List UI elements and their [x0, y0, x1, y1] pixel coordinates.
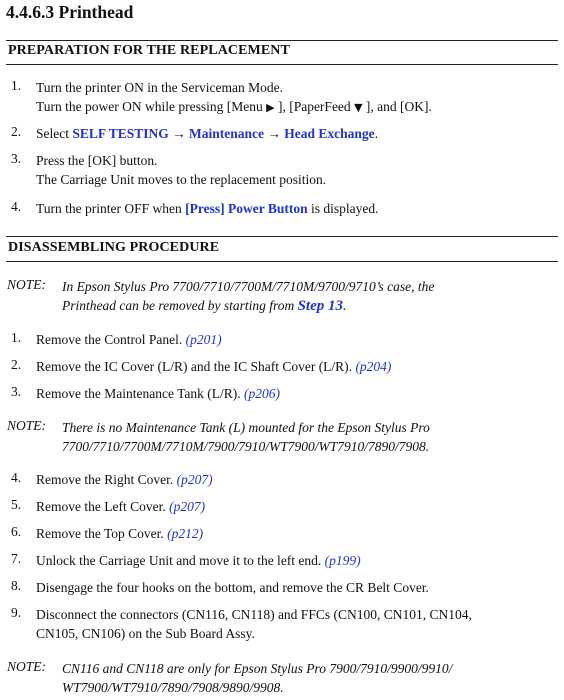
- step-text: Remove the Control Panel. (p201): [36, 332, 222, 347]
- step-number: 4.: [11, 199, 22, 214]
- step-text: Remove the Left Cover. (p207): [36, 499, 206, 514]
- note-text: CN116 and CN118 are only for Epson Stylus Pro 7900/7910/9900/9910/ WT7900/WT7910/7890/7908/9890/9908.: [62, 661, 453, 695]
- step-text: Remove the IC Cover (L/R) and the IC Shaft Cover (L/R). (p204): [36, 359, 392, 374]
- page-ref-link[interactable]: (p207): [169, 499, 206, 514]
- step-text: Remove the Top Cover. (p212): [36, 526, 204, 541]
- page-ref-link[interactable]: (p207): [176, 472, 213, 487]
- step-number: 1.: [11, 330, 22, 345]
- step-text: Press the [OK] button. The Carriage Unit moves to the replacement position.: [36, 153, 327, 187]
- step-text: Turn the printer OFF when [Press] Power Button is displayed.: [36, 201, 379, 216]
- step-number: 1.: [11, 78, 22, 93]
- page-title: 4.4.6.3 Printhead: [6, 2, 134, 22]
- step-number: 9.: [11, 605, 22, 620]
- menu-keyword: Head Exchange: [284, 126, 375, 141]
- page-ref-link[interactable]: (p199): [324, 553, 361, 568]
- page-ref-link[interactable]: (p212): [167, 526, 204, 541]
- triangle-down-icon: ▼: [354, 101, 363, 114]
- note-text: In Epson Stylus Pro 7700/7710/7700M/7710M/9700/9710’s case, the Printhead can be removed by starting from Step 13.: [62, 279, 435, 314]
- page-ref-link[interactable]: (p206): [244, 386, 280, 401]
- triangle-right-icon: ▶: [266, 101, 275, 114]
- page-ref-link[interactable]: (p201): [185, 332, 222, 347]
- step-text: Disengage the four hooks on the bottom, and remove the CR Belt Cover.: [36, 580, 429, 595]
- step-text: Disconnect the connectors (CN116, CN118) and FFCs (CN100, CN101, CN104, CN105, CN106) on the Sub Board Assy.: [36, 607, 472, 641]
- display-message: [Press] Power Button: [185, 201, 308, 216]
- section-divider: [6, 261, 558, 262]
- note-text: There is no Maintenance Tank (L) mounted for the Epson Stylus Pro 7700/7710/7700M/7710M/7900/7910/WT7900/WT7910/7890/7908.: [62, 420, 430, 454]
- step-number: 2.: [11, 124, 22, 139]
- note-label: NOTE:: [7, 277, 47, 292]
- arrow-right-icon: →: [168, 126, 190, 141]
- note-label: NOTE:: [7, 418, 47, 433]
- step-link[interactable]: Step 13: [297, 298, 344, 314]
- step-line: Turn the power ON while pressing [Menu ▶ ], [PaperFeed ▼ ], and [OK].: [36, 99, 432, 114]
- section-divider: [6, 64, 558, 65]
- step-number: 6.: [11, 524, 22, 539]
- section-divider: [6, 40, 558, 41]
- step-text: Select SELF TESTING → Maintenance → Head Exchange.: [36, 126, 379, 141]
- page-ref-link[interactable]: (p204): [355, 359, 392, 374]
- step-line: Turn the printer ON in the Serviceman Mode.: [36, 80, 283, 95]
- step-text: Unlock the Carriage Unit and move it to the left end. (p199): [36, 553, 361, 568]
- menu-keyword: Maintenance: [189, 126, 265, 141]
- step-number: 8.: [11, 578, 22, 593]
- step-text: Remove the Maintenance Tank (L/R). (p206): [36, 386, 280, 401]
- arrow-right-icon: →: [264, 126, 285, 141]
- section-heading-preparation: PREPARATION FOR THE REPLACEMENT: [8, 43, 290, 58]
- section-divider: [6, 236, 558, 237]
- step-number: 5.: [11, 497, 22, 512]
- step-number: 4.: [11, 470, 22, 485]
- step-text: [36, 78, 432, 117]
- step-number: 3.: [11, 151, 22, 166]
- note-label: NOTE:: [7, 659, 47, 674]
- step-number: 7.: [11, 551, 22, 566]
- menu-keyword: SELF TESTING: [72, 126, 169, 141]
- section-heading-disassembling: DISASSEMBLING PROCEDURE: [8, 240, 220, 255]
- step-text: Remove the Right Cover. (p207): [36, 472, 213, 487]
- step-number: 3.: [11, 384, 22, 399]
- step-number: 2.: [11, 357, 22, 372]
